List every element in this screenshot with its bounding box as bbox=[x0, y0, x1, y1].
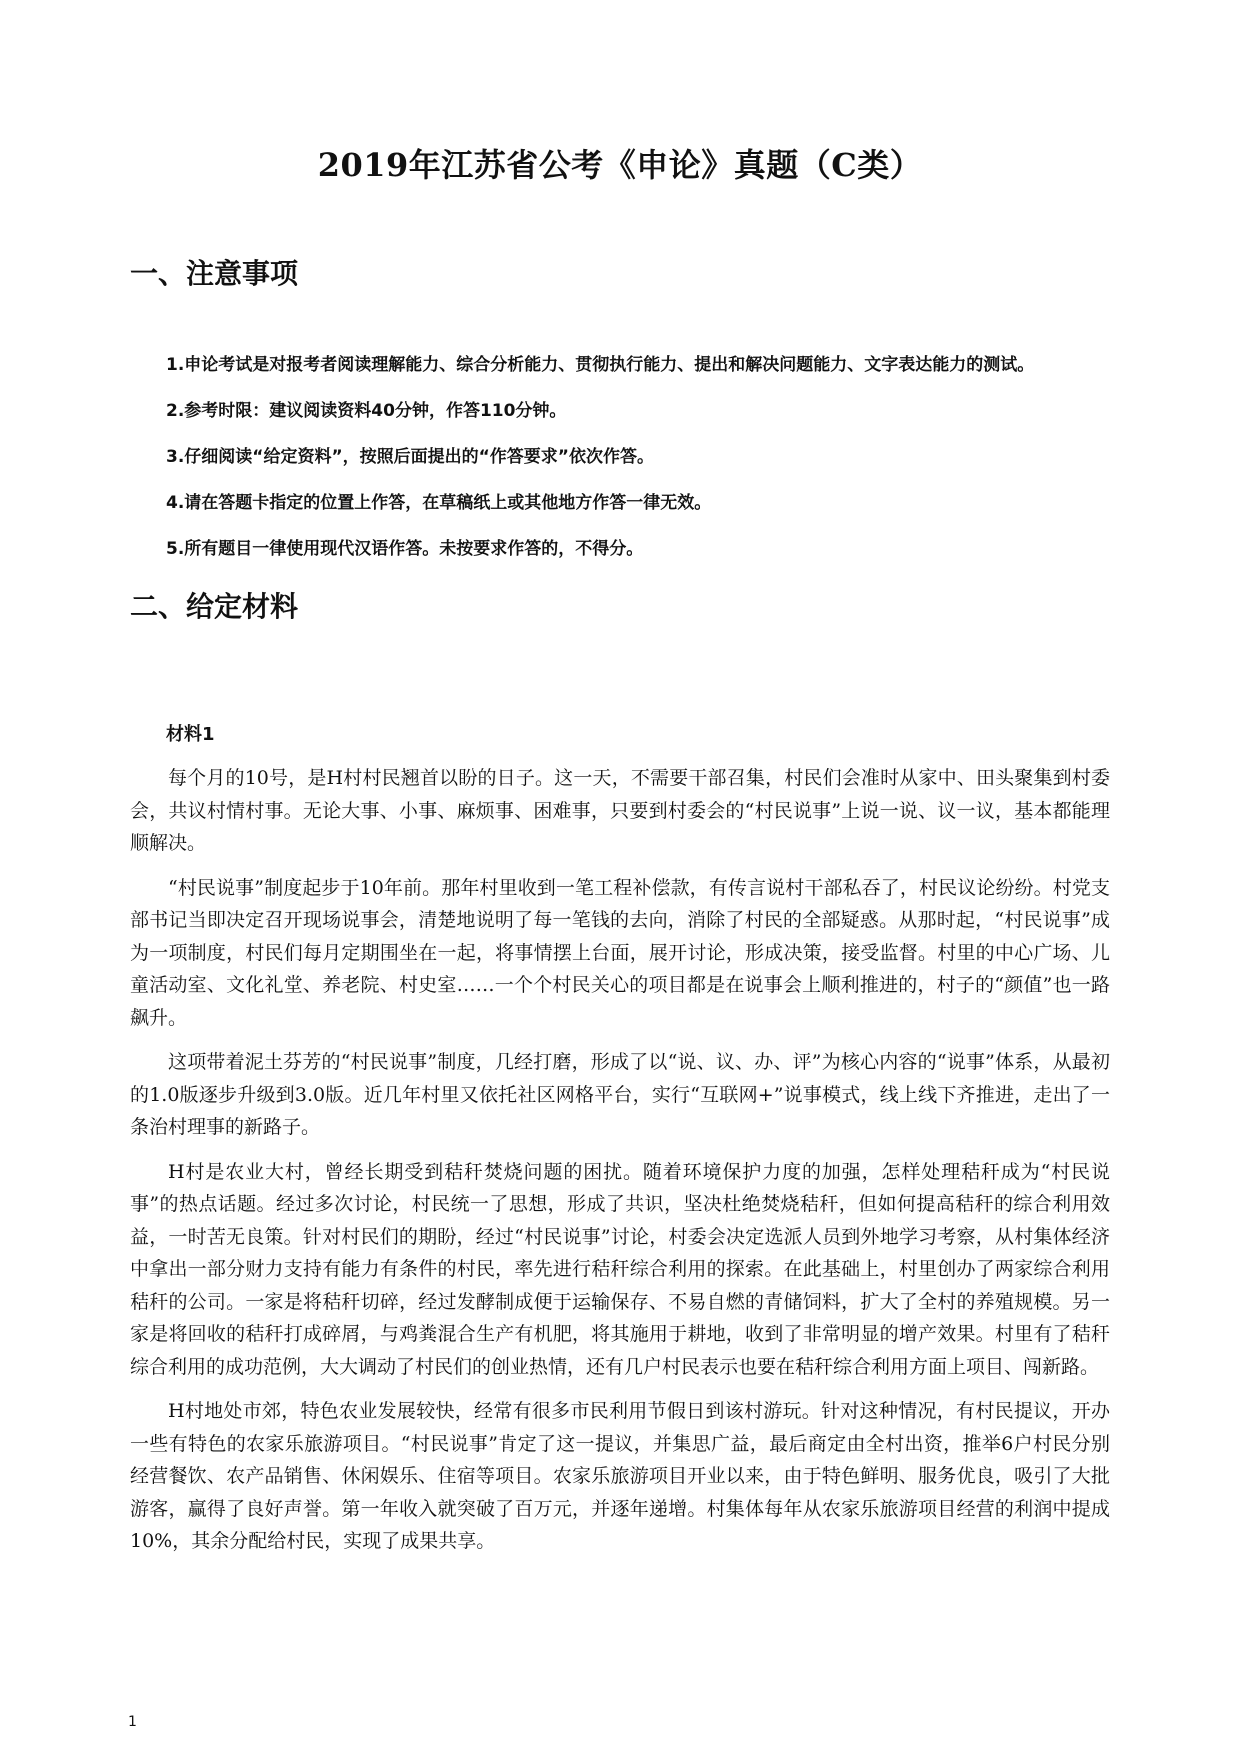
section-heading-notice: 一、注意事项 bbox=[130, 257, 299, 290]
page-title: 2019年江苏省公考《申论》真题（C类） bbox=[317, 146, 923, 184]
notice-item: 2.参考时限：建议阅读资料40分钟，作答110分钟。 bbox=[166, 401, 567, 421]
notice-item: 5.所有题目一律使用现代汉语作答。未按要求作答的，不得分。 bbox=[166, 539, 644, 559]
section-heading-materials: 二、给定材料 bbox=[130, 590, 299, 623]
material-1-body bbox=[130, 762, 1110, 1570]
material-paragraph: H村是农业大村，曾经长期受到秸秆焚烧问题的困扰。随着环境保护力度的加强，怎样处理秸秆成为“村民说事”的热点话题。经过多次讨论，村民统一了思想，形成了共识，坚决杜绝焚烧秸秆，但如何提高秸秆的综合利用效益，一时苦无良策。针对村民们的期盼，经过“村民说事”讨论，村委会决定选派人员到外地学习考察，从村集体经济中拿出一部分财力支持有能力有条件的村民，率先进行秸秆综合利用的探索。在此基础上，村里创办了两家综合利用秸秆的公司。一家是将秸秆切碎，经过发酵制成便于运输保存、不易自燃的青储饲料，扩大了全村的养殖规模。另一家是将回收的秸秆打成碎屑，与鸡粪混合生产有机肥，将其施用于耕地，收到了非常明显的增产效果。村里有了秸秆综合利用的成功范例，大大调动了村民们的创业热情，还有几户村民表示也要在秸秆综合利用方面上项目、闯新路。 bbox=[130, 1160, 1110, 1378]
material-paragraph: “村民说事”制度起步于10年前。那年村里收到一笔工程补偿款，有传言说村干部私吞了，村民议论纷纷。村党支部书记当即决定召开现场说事会，清楚地说明了每一笔钱的去向，消除了村民的全部疑惑。从那时起，“村民说事”成为一项制度，村民们每月定期围坐在一起，将事情摆上台面，展开讨论，形成决策，接受监督。村里的中心广场、儿童活动室、文化礼堂、养老院、村史室……一个个村民关心的项目都是在说事会上顺利推进的，村子的“颜值”也一路飙升。 bbox=[130, 876, 1110, 1029]
notice-item: 4.请在答题卡指定的位置上作答，在草稿纸上或其他地方作答一律无效。 bbox=[166, 493, 712, 513]
material-paragraph: 每个月的10号，是H村村民翘首以盼的日子。这一天，不需要干部召集，村民们会准时从家中、田头聚集到村委会，共议村情村事。无论大事、小事、麻烦事、困难事，只要到村委会的“村民说事”上说一说、议一议，基本都能理顺解决。 bbox=[130, 767, 1110, 854]
page-number: 1 bbox=[128, 1714, 137, 1730]
material-paragraph: 这项带着泥土芬芳的“村民说事”制度，几经打磨，形成了以“说、议、办、评”为核心内容的“说事”体系，从最初的1.0版逐步升级到3.0版。近几年村里又依托社区网格平台，实行“互联网+”说事模式，线上线下齐推进，走出了一条治村理事的新路子。 bbox=[130, 1051, 1110, 1138]
notice-list bbox=[130, 349, 1105, 579]
notice-item: 3.仔细阅读“给定资料”，按照后面提出的“作答要求”依次作答。 bbox=[166, 447, 654, 467]
material-paragraph: H村地处市郊，特色农业发展较快，经常有很多市民利用节假日到该村游玩。针对这种情况，有村民提议，开办一些有特色的农家乐旅游项目。“村民说事”肯定了这一提议，并集思广益，最后商定由全村出资，推举6户村民分别经营餐饮、农产品销售、休闲娱乐、住宿等项目。农家乐旅游项目开业以来，由于特色鲜明、服务优良，吸引了大批游客，赢得了良好声誉。第一年收入就突破了百万元，并逐年递增。村集体每年从农家乐旅游项目经营的利润中提成10%，其余分配给村民，实现了成果共享。 bbox=[130, 1400, 1110, 1552]
notice-item: 1.申论考试是对报考者阅读理解能力、综合分析能力、贯彻执行能力、提出和解决问题能力、文字表达能力的测试。 bbox=[166, 355, 1035, 375]
material-1-label: 材料1 bbox=[166, 724, 215, 745]
